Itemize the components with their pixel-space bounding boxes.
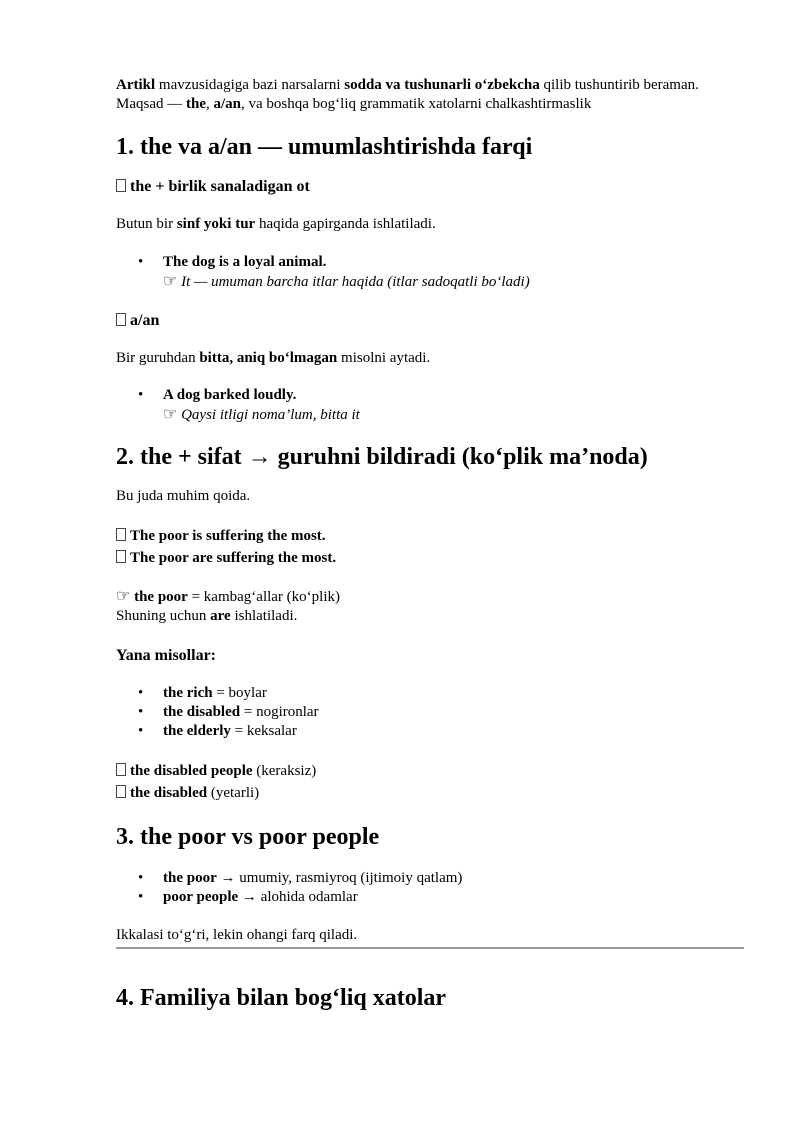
s2-compare-2 <box>116 782 744 804</box>
section-1-heading: 1. the va a/an — umumlashtirishda farqi <box>116 134 533 160</box>
pointing-hand-icon: ☞ <box>163 406 178 423</box>
text: = nogironlar <box>240 704 319 720</box>
intro-bold: sodda va tushunarli o‘zbekcha <box>344 77 540 93</box>
s2-explanation <box>116 587 744 607</box>
missing-glyph-icon <box>116 550 126 563</box>
s2-correct-example <box>116 547 744 569</box>
s2-wrong-example <box>116 525 744 547</box>
bold-text: the poor <box>134 589 188 605</box>
s1-para2 <box>116 349 744 368</box>
intro-text: , <box>206 96 214 112</box>
s3-para1: Ikkalasi to‘g‘ri, lekin ohangi farq qiladi. <box>116 927 358 943</box>
example-sentence: The dog is a loyal animal. <box>163 254 327 270</box>
bold-text: the poor <box>163 870 217 886</box>
correct-sentence: The poor are suffering the most. <box>130 550 337 566</box>
intro-bold-artikl: Artikl <box>116 77 156 93</box>
missing-glyph-icon <box>116 763 126 776</box>
bold-text: sinf yoki tur <box>176 216 256 232</box>
intro-bold: a/an <box>213 96 242 112</box>
text: = keksalar <box>230 723 297 739</box>
missing-glyph-icon <box>116 179 126 192</box>
bold-text: poor people <box>163 889 239 905</box>
intro-text: mavzusidagiga bazi narsalarni <box>155 77 345 93</box>
s1-example-list-2 <box>116 386 744 425</box>
bold-text: are <box>210 608 231 624</box>
text: misolni aytadi. <box>337 350 431 366</box>
missing-glyph-icon <box>116 785 126 798</box>
section-4-heading: 4. Familiya bilan bog‘liq xatolar <box>116 985 447 1011</box>
list-item <box>116 684 744 703</box>
missing-glyph-icon <box>116 528 126 541</box>
s1-sub2-text: a/an <box>130 312 160 329</box>
text: (yetarli) <box>207 785 260 801</box>
text: (keraksiz) <box>252 763 317 779</box>
pointing-hand-icon: ☞ <box>116 588 131 605</box>
bold-text: the rich <box>163 685 213 701</box>
s1-sub2-heading <box>116 310 744 332</box>
bold-text: the disabled <box>130 785 208 801</box>
section-2-heading: 2. the + sifat → guruhni bildiradi (ko‘plik ma’noda) <box>116 444 648 470</box>
s2-para1: Bu juda muhim qoida. <box>116 488 251 504</box>
example-note: It — umuman barcha itlar haqida (itlar sadoqatli bo‘ladi) <box>177 274 530 290</box>
text: ishlatiladi. <box>230 608 298 624</box>
pointing-hand-icon: ☞ <box>163 273 178 290</box>
bold-text: bitta, aniq bo‘lmagan <box>199 350 338 366</box>
text: Bir guruhdan <box>116 350 200 366</box>
example-sentence: A dog barked loudly. <box>163 387 297 403</box>
text: Shuning uchun <box>116 608 211 624</box>
bold-text: the disabled people <box>130 763 253 779</box>
horizontal-rule <box>116 947 744 949</box>
text: = boylar <box>212 685 267 701</box>
list-item <box>116 869 744 888</box>
bold-text: the disabled <box>163 704 241 720</box>
s3-list <box>116 869 744 907</box>
wrong-sentence: The poor is suffering the most. <box>130 528 326 544</box>
intro-text: qilib tushuntirib beraman. <box>539 77 699 93</box>
text: → alohida odamlar <box>238 889 358 905</box>
s2-reason <box>116 607 744 626</box>
example-note: Qaysi itligi noma’lum, bitta it <box>177 407 360 423</box>
list-item <box>116 888 744 907</box>
missing-glyph-icon <box>116 313 126 326</box>
s1-sub1-heading <box>116 176 744 198</box>
list-item <box>116 703 744 722</box>
text: Butun bir <box>116 216 177 232</box>
list-item <box>116 386 744 425</box>
text: → umumiy, rasmiyroq (ijtimoiy qatlam) <box>216 870 463 886</box>
s2-more-examples-heading: Yana misollar: <box>116 647 216 664</box>
document-page <box>116 76 744 1013</box>
intro-line-2 <box>116 95 744 114</box>
intro-text: , va boshqa bog‘liq grammatik xatolarni chalkashtirmaslik <box>241 96 592 112</box>
intro-text: Maqsad — <box>116 96 186 112</box>
s1-para1 <box>116 215 744 234</box>
text: = kambag‘allar (ko‘plik) <box>187 589 340 605</box>
text: haqida gapirganda ishlatiladi. <box>255 216 436 232</box>
s1-sub1-text: the + birlik sanaladigan ot <box>130 178 310 195</box>
intro-bold: the <box>186 96 206 112</box>
section-3-heading: 3. the poor vs poor people <box>116 824 380 850</box>
s2-compare-1 <box>116 760 744 782</box>
s1-example-list-1 <box>116 253 744 292</box>
bold-text: the elderly <box>163 723 231 739</box>
s2-examples-list <box>116 684 744 741</box>
intro-line-1 <box>116 76 744 95</box>
list-item <box>116 722 744 741</box>
list-item <box>116 253 744 292</box>
